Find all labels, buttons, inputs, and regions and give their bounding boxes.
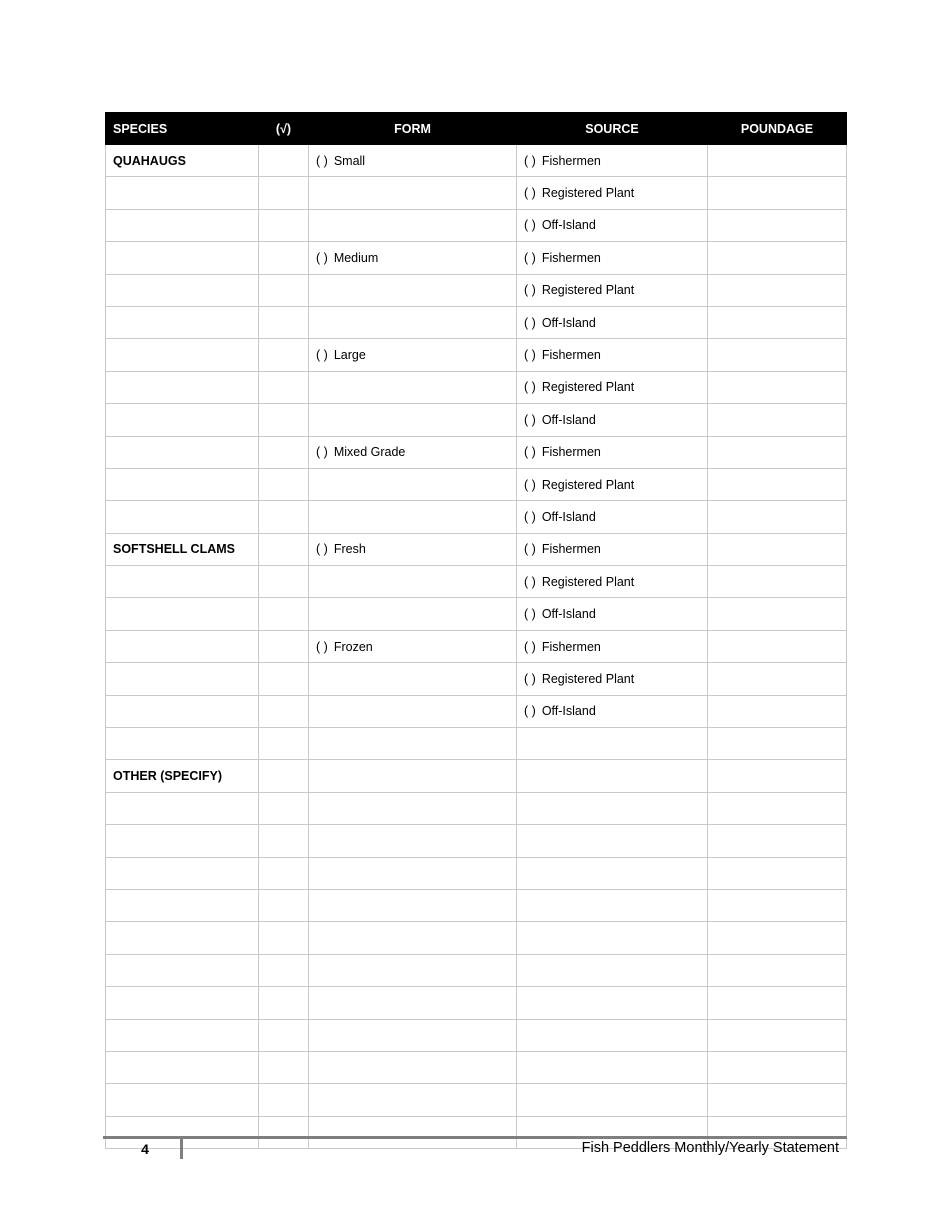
- form-checkbox[interactable]: ( ): [316, 542, 328, 557]
- page-footer: [103, 1136, 847, 1160]
- source-option-label: Registered Plant: [541, 671, 635, 686]
- table-row: [106, 468, 847, 500]
- header-poundage: POUNDAGE: [708, 113, 847, 145]
- check-cell[interactable]: [259, 760, 309, 792]
- source-option-label: Off-Island: [541, 315, 596, 330]
- species-label: QUAHAUGS: [113, 153, 186, 168]
- form-cell[interactable]: [309, 598, 517, 630]
- source-cell[interactable]: [517, 695, 708, 727]
- check-cell[interactable]: [259, 339, 309, 371]
- source-option-label: Registered Plant: [541, 574, 635, 589]
- table-row: [106, 274, 847, 306]
- check-cell[interactable]: [259, 954, 309, 986]
- poundage-cell[interactable]: [708, 177, 847, 209]
- form-option-label: Frozen: [333, 639, 373, 654]
- poundage-cell[interactable]: [708, 274, 847, 306]
- check-cell[interactable]: [259, 825, 309, 857]
- form-cell[interactable]: [309, 728, 517, 760]
- table-header-row: [106, 113, 847, 145]
- table-row: [106, 436, 847, 468]
- check-cell[interactable]: [259, 177, 309, 209]
- source-checkbox[interactable]: ( ): [524, 704, 536, 719]
- source-option-label: Off-Island: [541, 607, 596, 622]
- form-cell[interactable]: [309, 501, 517, 533]
- table-row: [106, 501, 847, 533]
- form-checkbox[interactable]: ( ): [316, 250, 328, 265]
- poundage-cell[interactable]: [708, 436, 847, 468]
- form-checkbox[interactable]: ( ): [316, 445, 328, 460]
- source-option-label: Fishermen: [541, 542, 601, 557]
- form-cell[interactable]: [309, 1051, 517, 1083]
- species-cell[interactable]: [106, 501, 259, 533]
- source-checkbox[interactable]: ( ): [524, 412, 536, 427]
- source-cell[interactable]: [517, 242, 708, 274]
- source-cell[interactable]: [517, 1051, 708, 1083]
- species-cell[interactable]: [106, 468, 259, 500]
- source-option-label: Off-Island: [541, 412, 596, 427]
- table-row: [106, 922, 847, 954]
- source-checkbox[interactable]: ( ): [524, 607, 536, 622]
- form-option-label: Large: [333, 348, 366, 363]
- source-cell[interactable]: [517, 954, 708, 986]
- poundage-cell[interactable]: [708, 1084, 847, 1116]
- poundage-cell[interactable]: [708, 760, 847, 792]
- check-cell[interactable]: [259, 1019, 309, 1051]
- species-cell[interactable]: [106, 598, 259, 630]
- source-option-label: Registered Plant: [541, 186, 635, 201]
- table-row: [106, 889, 847, 921]
- table-row: [106, 954, 847, 986]
- form-checkbox[interactable]: ( ): [316, 639, 328, 654]
- source-checkbox[interactable]: ( ): [524, 671, 536, 686]
- header-check: (√): [259, 113, 309, 145]
- source-cell[interactable]: [517, 177, 708, 209]
- species-label: OTHER (SPECIFY): [113, 769, 223, 784]
- check-cell[interactable]: [259, 145, 309, 177]
- check-cell[interactable]: [259, 306, 309, 338]
- header-source: SOURCE: [517, 113, 708, 145]
- source-cell[interactable]: [517, 825, 708, 857]
- form-cell[interactable]: [309, 566, 517, 598]
- poundage-cell[interactable]: [708, 630, 847, 662]
- table-row: [106, 695, 847, 727]
- form-cell[interactable]: [309, 695, 517, 727]
- source-cell[interactable]: [517, 630, 708, 662]
- check-cell[interactable]: [259, 695, 309, 727]
- source-cell[interactable]: [517, 436, 708, 468]
- check-cell[interactable]: [259, 987, 309, 1019]
- form-cell[interactable]: [309, 663, 517, 695]
- poundage-cell[interactable]: [708, 1051, 847, 1083]
- form-checkbox[interactable]: ( ): [316, 153, 328, 168]
- form-cell[interactable]: [309, 145, 517, 177]
- source-option-label: Off-Island: [541, 704, 596, 719]
- species-cell[interactable]: [106, 825, 259, 857]
- source-checkbox[interactable]: ( ): [524, 186, 536, 201]
- source-cell[interactable]: [517, 1019, 708, 1051]
- species-cell[interactable]: [106, 274, 259, 306]
- species-cell[interactable]: [106, 1084, 259, 1116]
- species-cell[interactable]: [106, 922, 259, 954]
- poundage-cell[interactable]: [708, 598, 847, 630]
- header-form: FORM: [309, 113, 517, 145]
- poundage-cell[interactable]: [708, 1019, 847, 1051]
- form-cell[interactable]: [309, 533, 517, 565]
- species-cell[interactable]: [106, 695, 259, 727]
- source-option-label: Fishermen: [541, 250, 601, 265]
- poundage-cell[interactable]: [708, 663, 847, 695]
- species-cell[interactable]: [106, 987, 259, 1019]
- source-cell[interactable]: [517, 306, 708, 338]
- table-row: [106, 663, 847, 695]
- poundage-cell[interactable]: [708, 145, 847, 177]
- species-cell[interactable]: [106, 663, 259, 695]
- table-row: [106, 857, 847, 889]
- species-cell[interactable]: [106, 371, 259, 403]
- species-cell[interactable]: [106, 306, 259, 338]
- species-cell[interactable]: [106, 630, 259, 662]
- check-cell[interactable]: [259, 792, 309, 824]
- table-row: [106, 371, 847, 403]
- poundage-cell[interactable]: [708, 922, 847, 954]
- source-checkbox[interactable]: ( ): [524, 574, 536, 589]
- source-option-label: Registered Plant: [541, 380, 635, 395]
- source-cell[interactable]: [517, 857, 708, 889]
- check-cell[interactable]: [259, 371, 309, 403]
- poundage-cell[interactable]: [708, 339, 847, 371]
- check-cell[interactable]: [259, 501, 309, 533]
- source-cell[interactable]: [517, 792, 708, 824]
- form-cell[interactable]: [309, 1019, 517, 1051]
- poundage-cell[interactable]: [708, 889, 847, 921]
- footer-rule: [103, 1136, 847, 1139]
- form-option-label: Mixed Grade: [333, 445, 406, 460]
- poundage-cell[interactable]: [708, 533, 847, 565]
- species-label: SOFTSHELL CLAMS: [113, 542, 235, 557]
- form-cell[interactable]: [309, 889, 517, 921]
- form-option-label: Medium: [333, 250, 379, 265]
- check-cell[interactable]: [259, 533, 309, 565]
- source-checkbox[interactable]: ( ): [524, 283, 536, 298]
- source-option-label: Fishermen: [541, 445, 601, 460]
- poundage-cell[interactable]: [708, 468, 847, 500]
- table-row: [106, 1084, 847, 1116]
- source-cell[interactable]: [517, 533, 708, 565]
- source-cell[interactable]: [517, 274, 708, 306]
- table-row: [106, 533, 847, 565]
- check-cell[interactable]: [259, 274, 309, 306]
- form-option-label: Small: [333, 153, 366, 168]
- form-cell[interactable]: [309, 371, 517, 403]
- check-cell[interactable]: [259, 1084, 309, 1116]
- check-cell[interactable]: [259, 1051, 309, 1083]
- check-cell[interactable]: [259, 404, 309, 436]
- table-row: [106, 177, 847, 209]
- form-cell[interactable]: [309, 306, 517, 338]
- source-checkbox[interactable]: ( ): [524, 380, 536, 395]
- form-option-label: Fresh: [333, 542, 366, 557]
- statement-table: [105, 112, 847, 1149]
- source-option-label: Off-Island: [541, 218, 596, 233]
- form-cell[interactable]: [309, 274, 517, 306]
- source-option-label: Registered Plant: [541, 283, 635, 298]
- check-cell[interactable]: [259, 630, 309, 662]
- source-checkbox[interactable]: ( ): [524, 153, 536, 168]
- poundage-cell[interactable]: [708, 954, 847, 986]
- poundage-cell[interactable]: [708, 306, 847, 338]
- species-cell[interactable]: [106, 857, 259, 889]
- source-option-label: Fishermen: [541, 153, 601, 168]
- table-row: [106, 630, 847, 662]
- check-cell[interactable]: [259, 242, 309, 274]
- table-row: [106, 242, 847, 274]
- table-row: [106, 728, 847, 760]
- species-cell[interactable]: [106, 533, 259, 565]
- source-checkbox[interactable]: ( ): [524, 542, 536, 557]
- source-option-label: Fishermen: [541, 639, 601, 654]
- table-row: [106, 209, 847, 241]
- source-checkbox[interactable]: ( ): [524, 477, 536, 492]
- species-cell[interactable]: [106, 242, 259, 274]
- source-checkbox[interactable]: ( ): [524, 639, 536, 654]
- form-cell[interactable]: [309, 857, 517, 889]
- table-row: [106, 1019, 847, 1051]
- form-cell[interactable]: [309, 954, 517, 986]
- species-cell[interactable]: [106, 145, 259, 177]
- source-cell[interactable]: [517, 598, 708, 630]
- species-cell[interactable]: [106, 436, 259, 468]
- species-cell[interactable]: [106, 728, 259, 760]
- source-checkbox[interactable]: ( ): [524, 250, 536, 265]
- poundage-cell[interactable]: [708, 987, 847, 1019]
- poundage-cell[interactable]: [708, 857, 847, 889]
- form-cell[interactable]: [309, 468, 517, 500]
- source-checkbox[interactable]: ( ): [524, 218, 536, 233]
- check-cell[interactable]: [259, 468, 309, 500]
- source-cell[interactable]: [517, 728, 708, 760]
- species-cell[interactable]: [106, 566, 259, 598]
- form-cell[interactable]: [309, 209, 517, 241]
- table-row: [106, 306, 847, 338]
- poundage-cell[interactable]: [708, 566, 847, 598]
- species-cell[interactable]: [106, 404, 259, 436]
- form-cell[interactable]: [309, 404, 517, 436]
- source-cell[interactable]: [517, 922, 708, 954]
- form-cell[interactable]: [309, 760, 517, 792]
- source-cell[interactable]: [517, 209, 708, 241]
- poundage-cell[interactable]: [708, 209, 847, 241]
- header-species: SPECIES: [106, 113, 259, 145]
- form-cell[interactable]: [309, 339, 517, 371]
- page-number: 4: [141, 1141, 149, 1157]
- species-cell[interactable]: [106, 889, 259, 921]
- poundage-cell[interactable]: [708, 728, 847, 760]
- source-option-label: Fishermen: [541, 348, 601, 363]
- species-cell[interactable]: [106, 177, 259, 209]
- poundage-cell[interactable]: [708, 404, 847, 436]
- form-checkbox[interactable]: ( ): [316, 348, 328, 363]
- species-cell[interactable]: [106, 1019, 259, 1051]
- species-cell[interactable]: [106, 339, 259, 371]
- table-row: [106, 566, 847, 598]
- table-body: [106, 145, 847, 1149]
- source-cell[interactable]: [517, 566, 708, 598]
- source-cell[interactable]: [517, 987, 708, 1019]
- table-row: [106, 825, 847, 857]
- poundage-cell[interactable]: [708, 695, 847, 727]
- species-cell[interactable]: [106, 1051, 259, 1083]
- check-cell[interactable]: [259, 566, 309, 598]
- source-checkbox[interactable]: ( ): [524, 445, 536, 460]
- check-cell[interactable]: [259, 728, 309, 760]
- poundage-cell[interactable]: [708, 371, 847, 403]
- table-row: [106, 792, 847, 824]
- table-row: [106, 404, 847, 436]
- check-cell[interactable]: [259, 857, 309, 889]
- form-cell[interactable]: [309, 630, 517, 662]
- source-option-label: Off-Island: [541, 509, 596, 524]
- form-cell[interactable]: [309, 922, 517, 954]
- source-checkbox[interactable]: ( ): [524, 315, 536, 330]
- check-cell[interactable]: [259, 889, 309, 921]
- check-cell[interactable]: [259, 209, 309, 241]
- check-cell[interactable]: [259, 922, 309, 954]
- species-cell[interactable]: [106, 209, 259, 241]
- source-checkbox[interactable]: ( ): [524, 509, 536, 524]
- source-checkbox[interactable]: ( ): [524, 348, 536, 363]
- table-row: [106, 987, 847, 1019]
- source-cell[interactable]: [517, 501, 708, 533]
- source-cell[interactable]: [517, 339, 708, 371]
- source-cell[interactable]: [517, 1084, 708, 1116]
- footer-title: Fish Peddlers Monthly/Yearly Statement: [581, 1140, 839, 1156]
- poundage-cell[interactable]: [708, 501, 847, 533]
- source-cell[interactable]: [517, 145, 708, 177]
- poundage-cell[interactable]: [708, 792, 847, 824]
- form-cell[interactable]: [309, 825, 517, 857]
- form-cell[interactable]: [309, 436, 517, 468]
- check-cell[interactable]: [259, 598, 309, 630]
- species-cell[interactable]: [106, 760, 259, 792]
- source-cell[interactable]: [517, 760, 708, 792]
- table-row: [106, 598, 847, 630]
- source-option-label: Registered Plant: [541, 477, 635, 492]
- source-cell[interactable]: [517, 663, 708, 695]
- source-cell[interactable]: [517, 371, 708, 403]
- source-cell[interactable]: [517, 404, 708, 436]
- table-row: [106, 145, 847, 177]
- footer-divider: [180, 1136, 183, 1159]
- table-row: [106, 1051, 847, 1083]
- species-cell[interactable]: [106, 792, 259, 824]
- poundage-cell[interactable]: [708, 242, 847, 274]
- species-cell[interactable]: [106, 954, 259, 986]
- source-cell[interactable]: [517, 889, 708, 921]
- form-cell[interactable]: [309, 792, 517, 824]
- table-row: [106, 760, 847, 792]
- check-cell[interactable]: [259, 663, 309, 695]
- poundage-cell[interactable]: [708, 825, 847, 857]
- form-cell[interactable]: [309, 987, 517, 1019]
- form-cell[interactable]: [309, 177, 517, 209]
- table-row: [106, 339, 847, 371]
- source-cell[interactable]: [517, 468, 708, 500]
- form-cell[interactable]: [309, 242, 517, 274]
- form-cell[interactable]: [309, 1084, 517, 1116]
- check-cell[interactable]: [259, 436, 309, 468]
